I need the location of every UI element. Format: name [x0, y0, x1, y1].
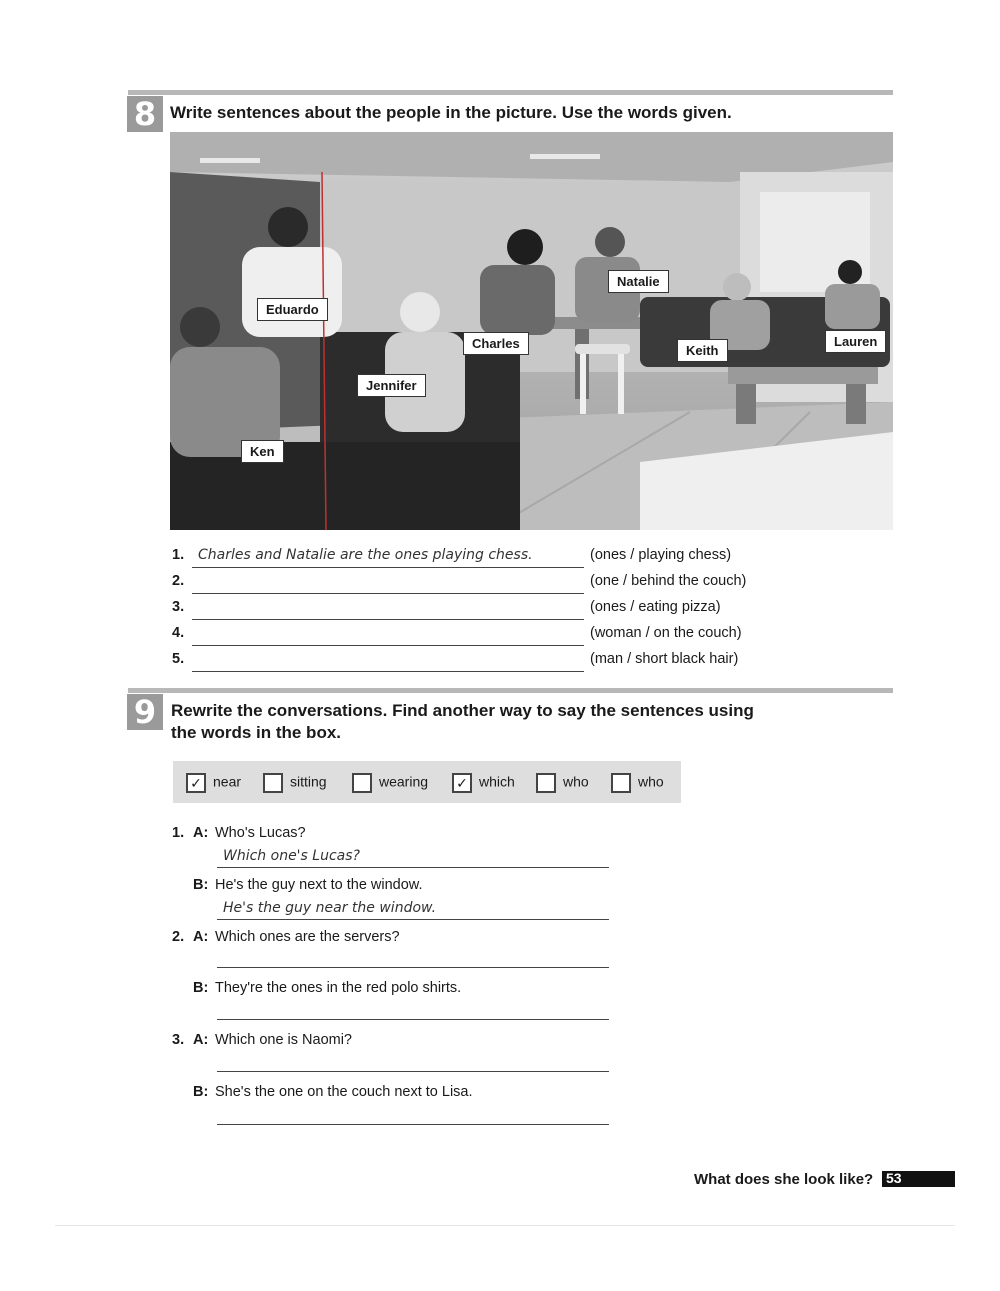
label-natalie: Natalie — [608, 270, 669, 293]
answer-input[interactable] — [192, 573, 584, 594]
scene-drawing — [170, 132, 893, 530]
answer-text — [217, 1052, 223, 1068]
word-checkbox[interactable] — [536, 773, 556, 793]
answer-text: Which one's Lucas? — [223, 848, 360, 864]
answer-text: He's the guy near the window. — [223, 900, 437, 916]
item-number: 4. — [172, 625, 185, 641]
conv-2-a-label: A: — [193, 929, 209, 945]
page-number-bar — [882, 1171, 955, 1187]
answer-input[interactable] — [192, 547, 584, 568]
word-checkbox[interactable] — [352, 773, 372, 793]
conv-1-b-text: He's the guy next to the window. — [215, 877, 423, 893]
answer-text — [192, 651, 198, 667]
label-lauren: Lauren — [825, 330, 886, 353]
conv-3-a-label: A: — [193, 1032, 209, 1048]
word-who-2[interactable] — [611, 773, 664, 793]
conv-1-a-answer-input[interactable] — [217, 847, 609, 868]
answer-text — [217, 1000, 223, 1016]
item-hint: (man / short black hair) — [590, 651, 739, 667]
word-checkbox[interactable] — [611, 773, 631, 793]
word-label: who — [638, 773, 664, 790]
answer-text — [217, 948, 223, 964]
item-hint: (woman / on the couch) — [590, 625, 742, 641]
answer-text — [192, 573, 198, 589]
conv-3-b-text: She's the one on the couch next to Lisa. — [215, 1084, 473, 1100]
answer-input[interactable] — [192, 651, 584, 672]
conv-3-b-answer-input[interactable] — [217, 1104, 609, 1125]
label-ken: Ken — [241, 440, 284, 463]
item-hint: (ones / eating pizza) — [590, 599, 721, 615]
word-checkbox[interactable] — [263, 773, 283, 793]
word-which[interactable] — [452, 773, 515, 793]
word-who-1[interactable] — [536, 773, 589, 793]
conv-3-a-text: Which one is Naomi? — [215, 1032, 352, 1048]
footer-title: What does she look like? — [694, 1171, 874, 1188]
conv-2-b-answer-input[interactable] — [217, 999, 609, 1020]
word-box — [173, 761, 681, 803]
exercise-9-instruction-line1: Rewrite the conversations. Find another way to say the sentences using — [171, 701, 754, 720]
section-rule-9 — [128, 688, 893, 693]
item-hint: (ones / playing chess) — [590, 547, 732, 563]
answer-input[interactable] — [192, 599, 584, 620]
conv-1-number: 1. — [172, 825, 185, 841]
word-label: wearing — [379, 773, 429, 790]
bottom-divider — [55, 1225, 955, 1226]
conv-2-a-text: Which ones are the servers? — [215, 929, 400, 945]
exercise-number-8: 8 — [127, 96, 163, 132]
item-number: 1. — [172, 547, 185, 563]
item-hint: (one / behind the couch) — [590, 573, 747, 589]
conv-1-b-answer-input[interactable] — [217, 899, 609, 920]
exercise-number-9: 9 — [127, 694, 163, 730]
label-jennifer: Jennifer — [357, 374, 426, 397]
scene-illustration — [170, 132, 893, 530]
label-keith: Keith — [677, 339, 728, 362]
answer-text — [192, 625, 198, 641]
conv-3-number: 3. — [172, 1032, 185, 1048]
word-checkbox-checked[interactable]: ✓ — [186, 773, 206, 793]
conv-1-a-label: A: — [193, 825, 209, 841]
answer-text: Charles and Natalie are the ones playing chess. — [198, 547, 533, 563]
item-number: 5. — [172, 651, 185, 667]
word-sitting[interactable] — [263, 773, 327, 793]
item-number: 2. — [172, 573, 185, 589]
answer-text — [192, 599, 198, 615]
label-eduardo: Eduardo — [257, 298, 328, 321]
word-label: near — [213, 773, 242, 790]
page-number: 53 — [886, 1170, 902, 1186]
exercise-8-instruction: Write sentences about the people in the picture. Use the words given. — [170, 103, 732, 122]
label-charles: Charles — [463, 332, 529, 355]
conv-3-a-answer-input[interactable] — [217, 1051, 609, 1072]
word-checkbox-checked[interactable]: ✓ — [452, 773, 472, 793]
item-number: 3. — [172, 599, 185, 615]
section-rule-8 — [128, 90, 893, 95]
conv-2-b-label: B: — [193, 980, 209, 996]
conv-1-a-text: Who's Lucas? — [215, 825, 306, 841]
conv-2-number: 2. — [172, 929, 185, 945]
answer-text — [217, 1105, 223, 1121]
conv-2-a-answer-input[interactable] — [217, 947, 609, 968]
exercise-9-instruction-line2: the words in the box. — [171, 723, 342, 742]
word-label: which — [479, 773, 515, 790]
word-label: sitting — [290, 773, 327, 790]
conv-1-b-label: B: — [193, 877, 209, 893]
answer-input[interactable] — [192, 625, 584, 646]
word-label: who — [563, 773, 589, 790]
word-wearing[interactable] — [352, 773, 428, 793]
conv-3-b-label: B: — [193, 1084, 209, 1100]
word-near[interactable] — [186, 773, 241, 793]
conv-2-b-text: They're the ones in the red polo shirts. — [215, 980, 462, 996]
